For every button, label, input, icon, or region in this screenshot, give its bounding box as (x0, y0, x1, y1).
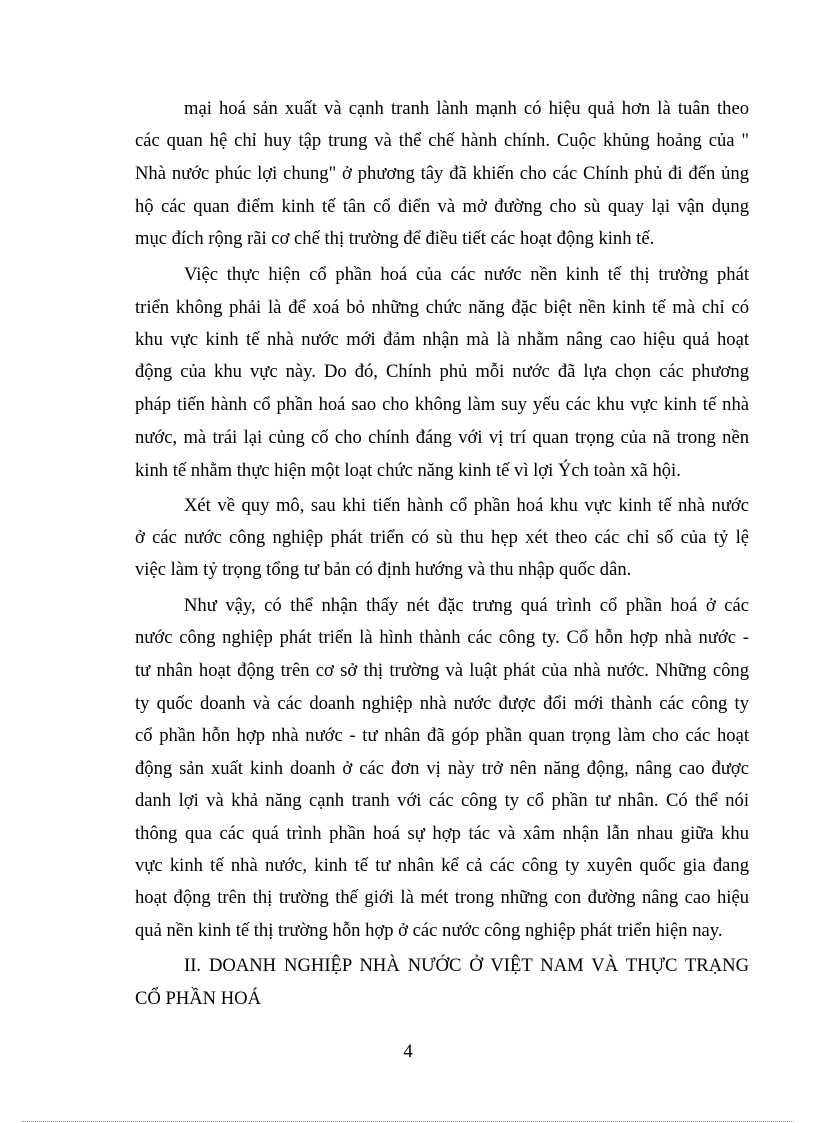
paragraph-line: Nhà nước phúc lợi chung" ở phương tây đã khiến cho các Chính phủ đi đến ủng (135, 163, 749, 184)
paragraph-line: ty quốc doanh và các doanh nghiệp nhà nước được đổi mới thành các công ty (135, 693, 749, 714)
paragraph-line: Xét về quy mô, sau khi tiến hành cổ phần hoá khu vực kinh tế nhà nước (184, 495, 749, 516)
paragraph-line: ở các nước công nghiệp phát triển có sù thu hẹp xét theo các chỉ số của tỷ lệ (135, 527, 749, 548)
paragraph-line: kinh tế nhằm thực hiện một loạt chức năng kinh tế vì lợi Ých toàn xã hội. (135, 460, 681, 481)
section-heading-continued: CỔ PHẦN HOÁ (135, 988, 262, 1009)
paragraph-line: các quan hệ chỉ huy tập trung và thể chế hành chính. Cuộc khủng hoảng của " (135, 130, 749, 151)
paragraph-line: hộ các quan điểm kinh tế tân cổ điển và mở đường cho sù quay lại vận dụng (135, 196, 749, 217)
paragraph-line: danh lợi và khả năng cạnh tranh với các công ty cổ phần tư nhân. Có thể nói (135, 790, 749, 811)
paragraph-line: mại hoá sản xuất và cạnh tranh lành mạnh có hiệu quả hơn là tuân theo (184, 98, 749, 119)
paragraph-line: nước công nghiệp phát triển là hình thành các công ty. Cổ hỗn hợp nhà nước - (135, 627, 749, 648)
paragraph-line: mục đích rộng rãi cơ chế thị trường để điều tiết các hoạt động kinh tế. (135, 228, 655, 249)
section-heading: II. DOANH NGHIỆP NHÀ NƯỚC Ở VIỆT NAM VÀ THỰC TRẠNG (184, 955, 749, 976)
paragraph-line: thông qua các quá trình phần hoá sự hợp tác và xâm nhận lẫn nhau giữa khu (135, 823, 749, 844)
paragraph-line: tư nhân hoạt động trên cơ sở thị trường và luật phát của nhà nước. Những công (135, 660, 749, 681)
paragraph-line: cổ phần hỗn hợp nhà nước - tư nhân đã góp phần quan trọng làm cho các hoạt (135, 725, 749, 746)
paragraph-line: động sản xuất kinh doanh ở các đơn vị này trở nên năng động, nâng cao được (135, 758, 749, 779)
paragraph-line: Việc thực hiện cổ phần hoá của các nước nền kinh tế thị trường phát (184, 264, 749, 285)
paragraph-line: nước, mà trái lại củng cố cho chính đáng với vị trí quan trọng của nã trong nền (135, 427, 749, 448)
footer-divider (22, 1121, 794, 1122)
paragraph-line: quả nền kinh tế thị trường hỗn hợp ở các nước công nghiệp phát triển hiện nay. (135, 920, 723, 941)
page-number: 4 (403, 1041, 413, 1062)
paragraph-line: động của khu vực này. Do đó, Chính phủ mỗi nước đã lựa chọn các phương (135, 361, 749, 382)
paragraph-line: pháp tiến hành cổ phần hoá sao cho không làm suy yếu các khu vực kinh tế nhà (135, 394, 749, 415)
paragraph-line: việc làm tỷ trọng tổng tư bản có định hướng và thu nhập quốc dân. (135, 559, 632, 580)
paragraph-line: vực kinh tế nhà nước, kinh tế tư nhân kể cả các công ty xuyên quốc gia đang (135, 855, 749, 876)
paragraph-line: Như vậy, có thể nhận thấy nét đặc trưng quá trình cổ phần hoá ở các (184, 595, 749, 616)
paragraph-line: triển không phải là để xoá bỏ những chức năng đặc biệt nền kinh tế mà chỉ có (135, 297, 749, 318)
paragraph-line: hoạt động trên thị trường thế giới là mét trong những con đường nâng cao hiệu (135, 887, 749, 908)
paragraph-line: khu vực kinh tế nhà nước mới đảm nhận mà là nhằm nâng cao hiệu quả hoạt (135, 329, 749, 350)
